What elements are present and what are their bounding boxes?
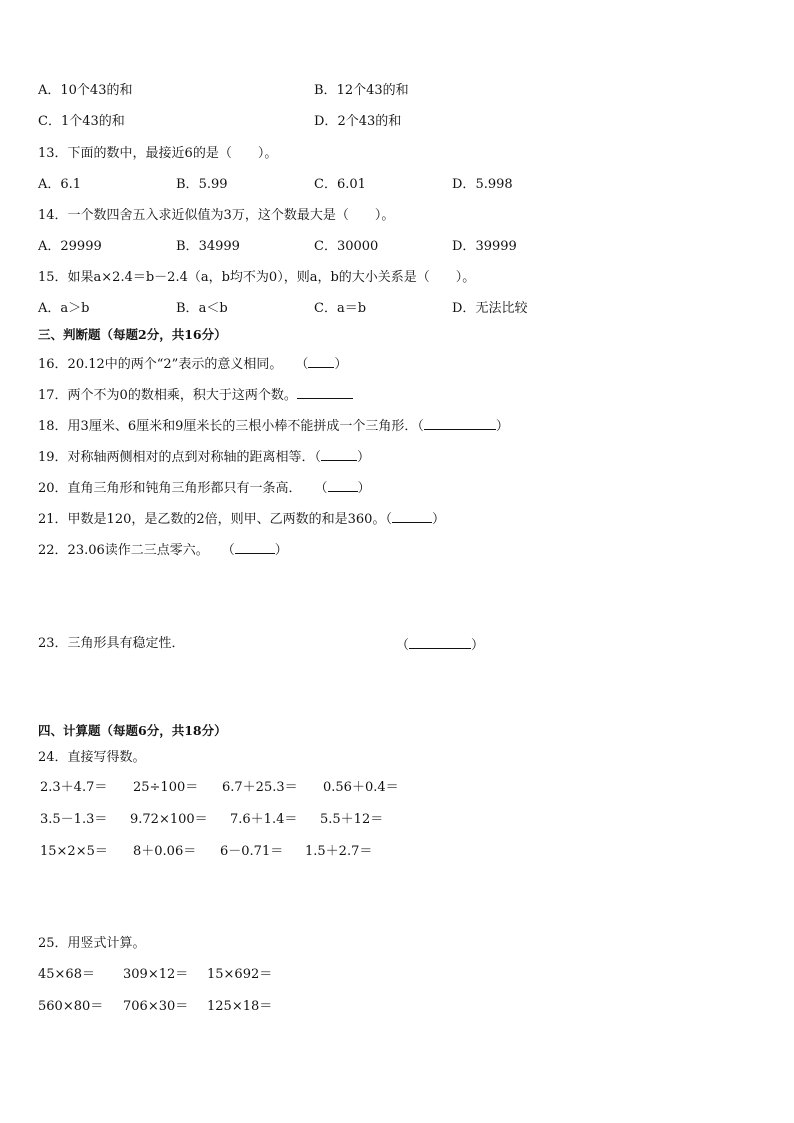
question-20: 20．直角三角形和钝角三角形都只有一条高． （ ） [38, 478, 371, 498]
calc-item: 1.5＋2.7＝ [305, 844, 373, 859]
option-c: C．6.01 [314, 177, 366, 192]
option-d: D．2个43的和 [314, 114, 402, 129]
option-d: D．无法比较 [452, 301, 528, 316]
option-d: D．5.998 [452, 177, 513, 192]
calc-item: 45×68＝ [38, 967, 95, 982]
calc-item: 125×18＝ [207, 999, 273, 1014]
option-a: A．6.1 [38, 177, 82, 192]
answer-blank[interactable] [328, 478, 358, 492]
answer-blank[interactable] [424, 416, 496, 430]
calc-item: 2.3＋4.7＝ [40, 780, 108, 795]
option-c: C．a＝b [314, 301, 367, 316]
calc-item: 309×12＝ [123, 967, 189, 982]
question-22: 22．23.06读作二三点零六。 （ ） [38, 540, 288, 560]
question-23-answer: （ ） [396, 635, 484, 655]
section-3-heading: 三、判断题（每题2分，共16分） [38, 327, 227, 342]
calc-item: 9.72×100＝ [130, 812, 208, 827]
calc-item: 0.56＋0.4＝ [323, 780, 399, 795]
answer-blank[interactable] [308, 354, 334, 368]
calc-item: 6－0.71＝ [220, 844, 284, 859]
answer-blank[interactable] [392, 509, 432, 523]
question-18: 18．用3厘米、6厘米和9厘米长的三根小棒不能拼成一个三角形．（ ） [38, 416, 509, 436]
question-25-stem: 25．用竖式计算。 [38, 936, 146, 951]
option-b: B．12个43的和 [314, 83, 409, 98]
calc-item: 5.5＋12＝ [320, 812, 384, 827]
answer-blank[interactable] [321, 447, 357, 461]
calc-item: 560×80＝ [38, 999, 104, 1014]
question-16: 16．20.12中的两个“2”表示的意义相同。 （ ） [38, 354, 347, 374]
option-c: C．30000 [314, 239, 379, 254]
calc-item: 7.6＋1.4＝ [230, 812, 298, 827]
option-d: D．39999 [452, 239, 517, 254]
question-14-stem: 14．一个数四舍五入求近似值为3万，这个数最大是（ ）。 [38, 208, 395, 223]
answer-blank[interactable] [235, 540, 275, 554]
calc-item: 6.7＋25.3＝ [222, 780, 298, 795]
calc-item: 25÷100＝ [133, 780, 199, 795]
option-c: C．1个43的和 [38, 114, 125, 129]
option-a: A．10个43的和 [38, 83, 133, 98]
calc-item: 706×30＝ [123, 999, 189, 1014]
answer-blank[interactable] [297, 385, 353, 399]
option-b: B．34999 [176, 239, 240, 254]
calc-item: 3.5－1.3＝ [40, 812, 108, 827]
option-a: A．29999 [38, 239, 102, 254]
question-15-stem: 15．如果a×2.4＝b－2.4（a，b均不为0），则a，b的大小关系是（ ）。 [38, 270, 476, 285]
answer-blank[interactable] [409, 635, 471, 649]
question-17: 17．两个不为0的数相乘，积大于这两个数。 [38, 385, 353, 405]
option-b: B．a＜b [176, 301, 228, 316]
calc-item: 15×692＝ [207, 967, 273, 982]
question-23: 23．三角形具有稳定性． [38, 636, 185, 651]
question-24-stem: 24．直接写得数。 [38, 750, 146, 765]
calc-item: 15×2×5＝ [40, 844, 108, 859]
question-19: 19．对称轴两侧相对的点到对称轴的距离相等．（ ） [38, 447, 370, 467]
option-a: A．a＞b [38, 301, 90, 316]
question-21: 21．甲数是120，是乙数的2倍，则甲、乙两数的和是360。（ ） [38, 509, 445, 529]
question-13-stem: 13．下面的数中，最接近6的是（ ）。 [38, 146, 278, 161]
calc-item: 8＋0.06＝ [133, 844, 197, 859]
option-b: B．5.99 [176, 177, 228, 192]
section-4-heading: 四、计算题（每题6分，共18分） [38, 723, 227, 738]
